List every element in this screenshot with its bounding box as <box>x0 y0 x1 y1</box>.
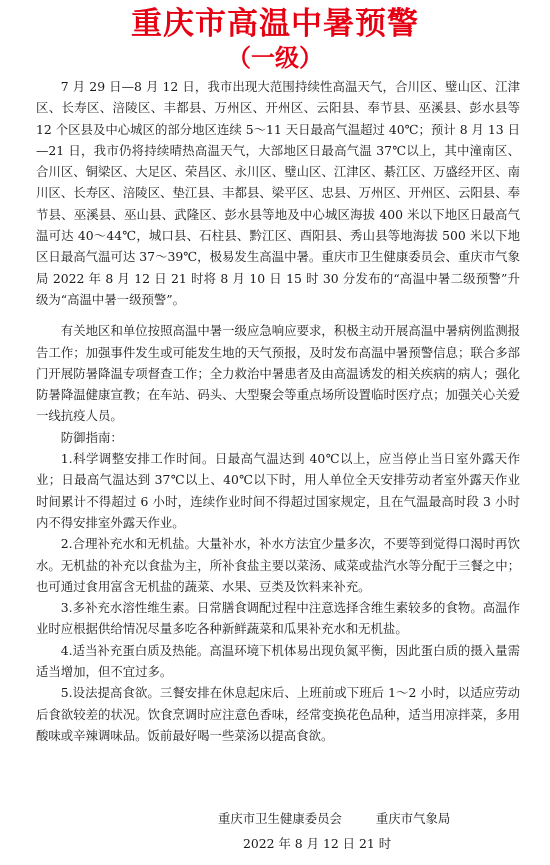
warning-level: （一级） <box>227 44 323 72</box>
issuing-organizations <box>218 808 450 830</box>
situation-paragraph: 7 月 29 日—8 月 12 日，我市出现大范围持续性高温天气，合川区、璧山区、江津区、长寿区、涪陵区、丰都县、万州区、开州区、云阳县、奉节县、巫溪县、彭水县等 12 个区县及中心城区的部分地区连续 5～11 天日最高气温超过 40℃；预计 8 月 13 日—21 日，我市仍将持续晴热高温天气，大部地区日最高气温 37℃以上，其中潼南区、合川区、铜梁区、大足区、荣昌区、永川区、璧山区、江津区、綦江区、万盛经开区、南川区、长寿区、涪陵区、垫江县、丰都县、梁平区、忠县、万州区、开州区、云阳县、奉节县、巫溪县、巫山县、武隆区、彭水县等地及中心城区海拔 400 米以下地区日最高气温可达 40～44℃，城口县、石柱县、黔江区、酉阳县、秀山县等地海拔 500 米以下地区日最高气温可达 37～39℃，极易发生高温中暑。重庆市卫生健康委员会、重庆市气象局 2022 年 8 月 12 日 21 时将 8 月 10 日 15 时 30 分发布的“高温中暑二级预警”升级为“高温中暑一级预警”。 <box>36 79 520 307</box>
guidance-item-5: 5.设法提高食欲。三餐安排在休息起床后、上班前或下班后 1～2 小时，以适应劳动后食欲较差的状况。饮食烹调时应注意色香味，经常变换花色品种，适当用凉拌菜，多用酸味或辛辣调味品。饭前最好喝一些菜汤以提高食欲。 <box>36 685 520 743</box>
guidance-item-3: 3.多补充水溶性维生素。日常膳食调配过程中注意选择含维生素较多的食物。高温作业时应根据供给情况尽量多吃各种新鲜蔬菜和瓜果补充水和无机盐。 <box>36 600 520 637</box>
notice-body <box>36 76 520 746</box>
guidance-item-1: 1.科学调整安排工作时间。日最高气温达到 40℃以上，应当停止当日室外露天作业；日最高气温达到 37℃以上、40℃以下时，用人单位全天安排劳动者室外露天作业时间累计不得超过 6 小时，连续作业时间不得超过国家规定，且在气温最高时段 3 小时内不得安排室外露天作业。 <box>36 451 520 530</box>
guidance-item-4: 4.适当补充蛋白质及热能。高温环境下机体易出现负氮平衡，因此蛋白质的摄入量需适当增加，但不宜过多。 <box>36 642 520 680</box>
guidance-item-2: 2.合理补充水和无机盐。大量补水，补水方法宜少量多次，不要等到觉得口渴时再饮水。无机盐的补充以食盐为主，所补食盐主要以菜汤、咸菜或盐汽水等分配于三餐之中；也可通过食用富含无机盐的蔬菜、水果、豆类及饮料来补充。 <box>36 536 520 594</box>
health-commission-name: 重庆市卫生健康委员会 <box>218 811 342 826</box>
response-paragraph: 有关地区和单位按照高温中暑一级应急响应要求，积极主动开展高温中暑病例监测报告工作；加强事件发生或可能发生地的天气预报，及时发布高温中暑预警信息；联合多部门开展防暑降温专项督查工作；全力救治中暑患者及由高温诱发的相关疾病的病人；强化防暑降温健康宣教；在车站、码头、大型聚会等重点场所设置临时医疗点；加强关心关爱一线抗疫人员。 <box>36 323 520 424</box>
page-title: 重庆市高温中暑预警 <box>131 6 419 42</box>
issue-date: 2022 年 8 月 12 日 21 时 <box>243 836 392 851</box>
meteorological-bureau-name: 重庆市气象局 <box>375 811 451 826</box>
guidance-heading: 防御指南： <box>60 429 123 445</box>
